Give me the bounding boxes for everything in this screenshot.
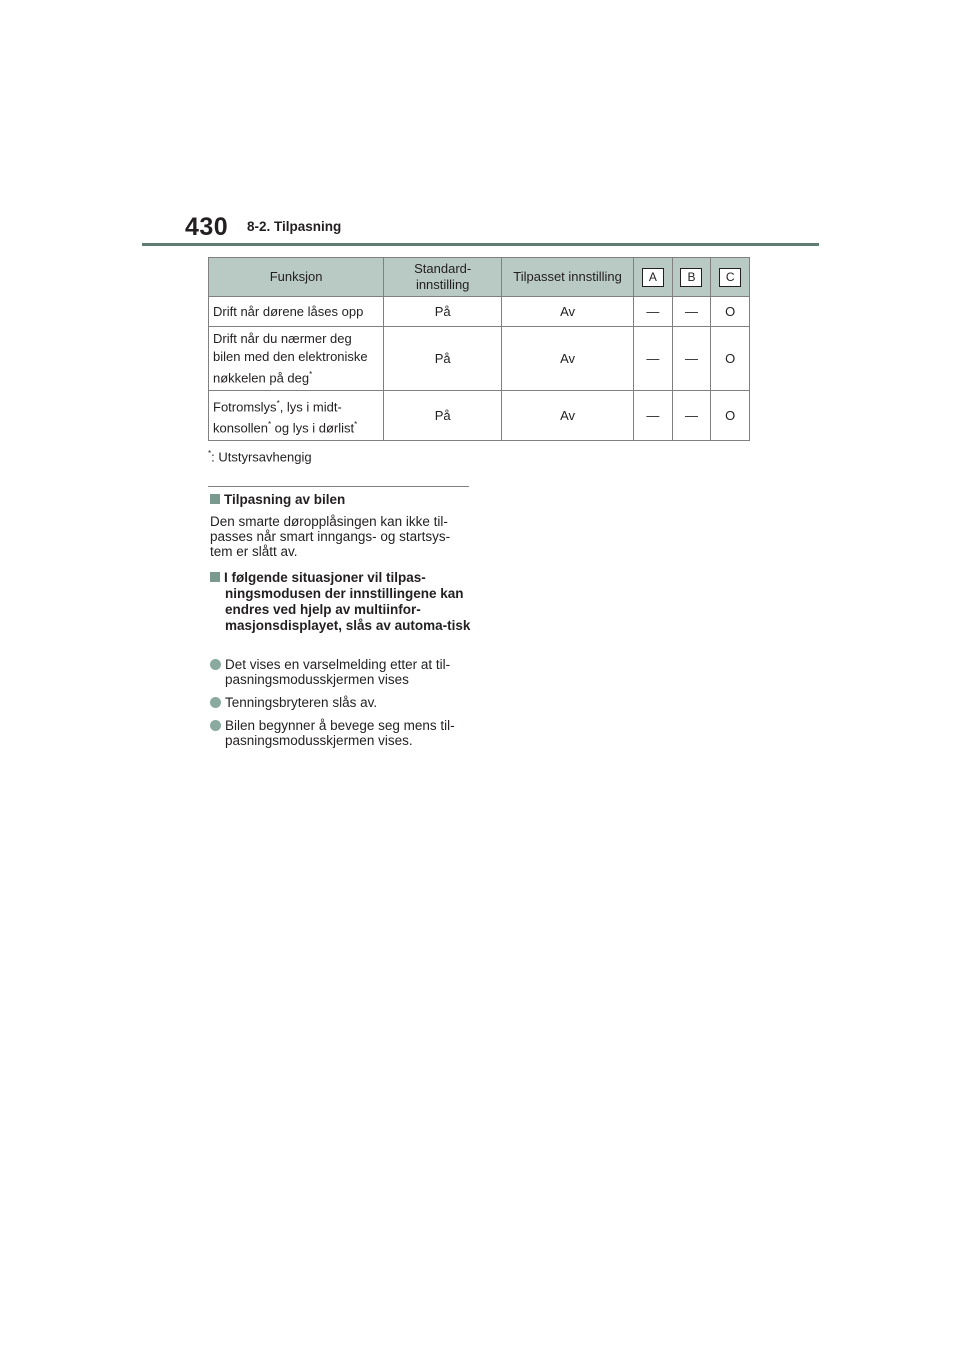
footnote-marker: *	[267, 419, 272, 429]
circle-bullet-icon	[210, 720, 221, 731]
function-cell	[209, 327, 384, 391]
section-heading	[210, 570, 485, 634]
a-cell: —	[634, 297, 673, 327]
table-footnote	[208, 449, 312, 464]
list-item-text: Bilen begynner å bevege seg mens til-pasningsmodusskjermen vises.	[225, 718, 455, 748]
c-cell: O	[711, 391, 750, 441]
function-text: Drift når du nærmer deg bilen med den elektroniske nøkkelen på deg	[213, 331, 368, 386]
footnote-marker: *	[354, 419, 358, 429]
square-bullet-icon	[210, 494, 220, 504]
custom-cell: Av	[502, 327, 634, 391]
c-cell: O	[711, 327, 750, 391]
letter-c-box: C	[719, 268, 741, 287]
letter-b-box: B	[680, 268, 702, 287]
c-cell: O	[711, 297, 750, 327]
header-c	[711, 258, 750, 297]
section-paragraph: Den smarte døropplåsingen kan ikke til-passes når smart inngangs- og startsys-tem er slått av.	[210, 514, 451, 559]
header-function: Funksjon	[209, 258, 384, 297]
list-item	[210, 718, 470, 748]
footnote-marker: *	[276, 398, 280, 408]
section-heading	[210, 492, 470, 508]
header-standard: Standard- innstilling	[384, 258, 502, 297]
header-divider	[142, 243, 819, 246]
custom-cell: Av	[502, 391, 634, 441]
b-cell: —	[672, 391, 711, 441]
list-item-text: Tenningsbryteren slås av.	[225, 695, 378, 710]
heading-text: I følgende situasjoner vil tilpas-ningsmodusen der innstillingene kan endres ved hjelp av multiinfor-masjonsdisplayet, slås av automa-tisk	[224, 570, 471, 633]
header-a	[634, 258, 673, 297]
function-cell	[209, 297, 384, 327]
circle-bullet-icon	[210, 697, 221, 708]
customization-table	[208, 257, 750, 441]
header-b	[672, 258, 711, 297]
function-text: Fotromslys	[213, 398, 277, 414]
table-row	[209, 391, 750, 441]
letter-a-box: A	[642, 268, 664, 287]
footnote-text: : Utstyrsavhengig	[211, 449, 312, 465]
page-number: 430	[185, 213, 229, 241]
function-text: Drift når dørene låses opp	[213, 303, 364, 319]
a-cell: —	[634, 327, 673, 391]
list-item-text: Det vises en varselmelding etter at til-pasningsmodusskjermen vises	[225, 657, 451, 687]
header-custom: Tilpasset innstilling	[502, 258, 634, 297]
custom-cell: Av	[502, 297, 634, 327]
b-cell: —	[672, 327, 711, 391]
a-cell: —	[634, 391, 673, 441]
b-cell: —	[672, 297, 711, 327]
heading-text: Tilpasning av bilen	[224, 492, 346, 507]
standard-cell: På	[384, 327, 502, 391]
section-divider	[208, 486, 469, 487]
list-item	[210, 657, 470, 687]
table-header-row	[209, 258, 750, 297]
function-text: og lys i dørlist	[271, 420, 355, 436]
function-text: , lys i midt-konsollen	[213, 398, 342, 436]
section-title: 8-2. Tilpasning	[247, 219, 342, 234]
square-bullet-icon	[210, 572, 220, 582]
footnote-marker: *	[208, 449, 212, 458]
table-row	[209, 327, 750, 391]
table-row	[209, 297, 750, 327]
standard-cell: På	[384, 297, 502, 327]
function-cell	[209, 391, 384, 441]
list-item	[210, 695, 470, 710]
circle-bullet-icon	[210, 659, 221, 670]
standard-cell: På	[384, 391, 502, 441]
footnote-marker: *	[309, 370, 313, 379]
